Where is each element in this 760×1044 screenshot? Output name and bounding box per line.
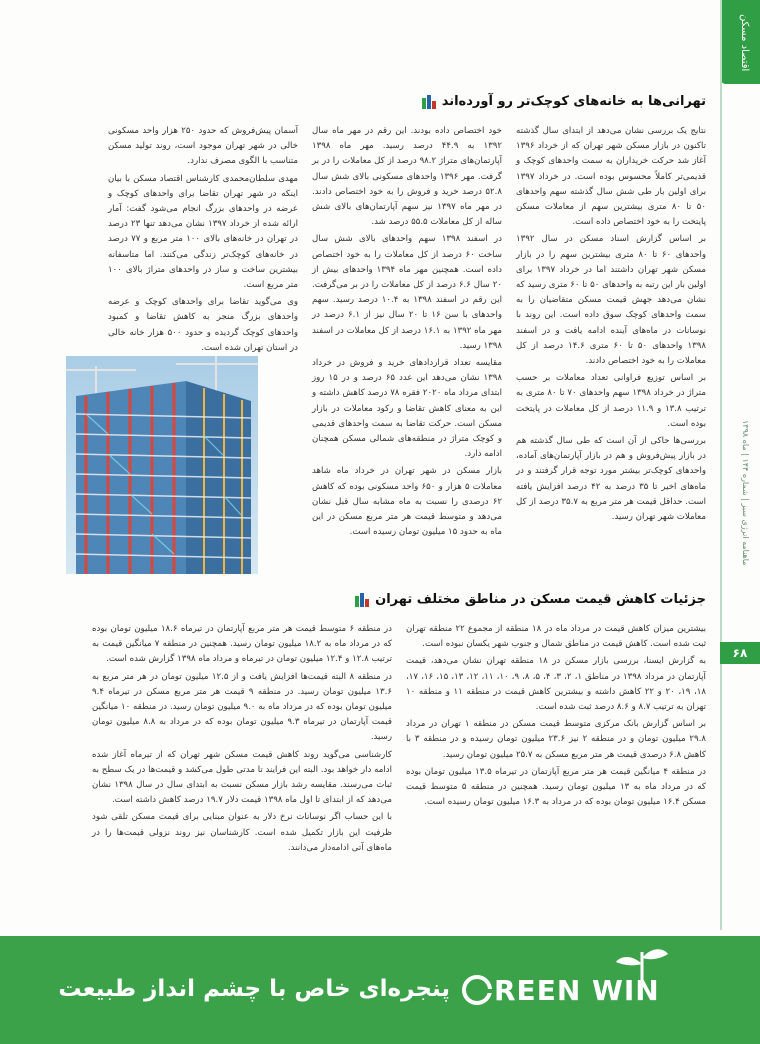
margin-rule	[720, 0, 722, 930]
bar-chart-icon	[422, 95, 436, 109]
article1-column-1	[516, 124, 706, 576]
margin-running-text: ماهنامه انرژی سبز | شماره ۱۴۴ | ماه ۱۳۹۸	[741, 420, 750, 566]
paragraph: بررسی‌ها حاکی از آن است که طی سال گذشته هم در بازار پیش‌فروش و هم در بازار آپارتمان‌های آماده، واحدهای کوچک‌تر بیشتر مورد توجه قرار گرفتند و در ماه‌های اخیر تا ۳۵ درصد به ۴۲ درصد افزایش یافته است. حداقل قیمت هر متر مربع به ۳۵.۷ درصد از کل معاملات شهر تهران رسید.	[516, 436, 707, 523]
brand-logo	[462, 970, 702, 1010]
article2-heading	[355, 592, 706, 607]
bar-chart-icon	[355, 593, 369, 607]
paragraph: به گزارش ایسنا، بررسی بازار مسکن در ۱۸ منطقه تهران نشان می‌دهد، قیمت آپارتمان در مرداد ۱۳۹۸ در مناطق ۱، ۲، ۳، ۴، ۵، ۸، ۹، ۱۰، ۱۱، ۱۲، ۱۳، ۱۵، ۱۶، ۱۷، ۱۸، ۱۹، ۲۰ و ۲۲ کاهش داشته و بیشترین کاهش قیمت در منطقه ۱۱ و منطقه ۱۰ تهران به ترتیب ۸.۷ و ۸.۶ درصد ثبت شده است.	[406, 656, 707, 713]
paragraph: بیشترین میزان کاهش قیمت در مرداد ماه در ۱۸ منطقه از مجموع ۲۲ منطقه تهران ثبت شده است. کاهش قیمت در مناطق شمال و جنوب شهر یکسان نبوده است.	[406, 624, 707, 650]
section-tab	[720, 0, 760, 84]
paragraph: بر اساس گزارش بانک مرکزی متوسط قیمت مسکن در منطقه ۱ تهران در مرداد ۲۹.۸ میلیون تومان و در منطقه ۲ نیز ۲۳.۶ میلیون تومان رسیده و در منطقه ۳ با کاهش ۶.۸ درصدی قیمت هر متر مربع مسکن به ۲۵.۷ میلیون تومان رسید.	[406, 719, 707, 760]
paragraph: بازار مسکن در شهر تهران در خرداد ماه شاهد معاملات ۵ هزار و ۶۵۰ واحد مسکونی بوده که کاهش ۶۲ درصدی را نسبت به ماه مشابه سال قبل نشان می‌دهد و متوسط قیمت هر متر مربع مسکن در این ماه به حدود ۱۵ میلیون تومان رسیده است.	[312, 466, 502, 538]
paragraph: کارشناسی می‌گوید روند کاهش قیمت مسکن شهر تهران که از تیرماه آغاز شده ادامه دار خواهد بود. البته این فرایند تا مدتی طول می‌کشد و قیمت‌ها در یک سطح به ثبات می‌رسند. مقایسه رشد بازار مسکن نسبت به ابتدای سال در سال ۱۳۹۸ نشان می‌دهد که از ابتدای تا اول ماه ۱۳۹۸ قیمت دلار ۱۹.۷ درصد کاهش داشته است.	[92, 749, 392, 806]
article1-column-2	[312, 124, 502, 576]
paragraph: در اسفند ۱۳۹۸ سهم واحدهای بالای شش سال ساخت ۶۰ درصد از کل معاملات را به خود اختصاص داده است. همچنین مهر ماه ۱۳۹۴ واحدهای بیش از ۲۰ سال ۶.۶ درصد از کل معاملات را در بر می‌گرفت. این رقم در اسفند ۱۳۹۸ به ۱۰.۴ درصد رسید. سهم واحدهای با سن ۱۶ تا ۲۰ سال نیز از ۶.۱ درصد در مهر ماه ۱۳۹۲ به ۱۶.۱ درصد از کل معاملات در اسفند ۱۳۹۸ رسید.	[312, 234, 503, 351]
paragraph: بر اساس توزیع فراوانی تعداد معاملات بر حسب متراژ در خرداد ۱۳۹۸ سهم واحدهای ۷۰ تا ۸۰ متری به ترتیب ۱۳.۸ و ۱۱.۹ درصد از کل معاملات در پایتخت بوده است.	[516, 373, 706, 429]
paragraph: خود اختصاص داده بودند. این رقم در مهر ماه سال ۱۳۹۲ به ۴۴.۹ درصد رسید. مهر ماه ۱۳۹۸ آپارتمان‌های متراژ ۹۸.۲ درصد از کل معاملات را در بر گرفت. مهر ۱۳۹۶ واحدهای مسکونی بالای شش سال ۵۲.۸ درصد خرید و فروش را به خود اختصاص دادند. در مهر ماه ۱۳۹۷ نیز سهم آپارتمان‌های بالای شش ساله از کل معاملات ۵۵.۵ درصد شد.	[312, 126, 503, 228]
paragraph: مهدی سلطان‌محمدی کارشناس اقتصاد مسکن با بیان اینکه در شهر تهران تقاضا برای واحدهای کوچک و عرضه در واحدهای بزرگ انجام می‌شود گفت: آمار ارائه شده از خرداد ۱۳۹۷ نشان می‌دهد تنها ۲۳ درصد در تهران در خانه‌های بالای ۱۰۰ متر مربع و ۷۷ درصد در خانه‌های کوچک‌تر زندگی می‌کنند. اما متاسفانه بیشترین ساخت و ساز در واحدهای متراژ بالای ۱۰۰ متر مربع است.	[108, 173, 298, 291]
paragraph: بر اساس گزارش اسناد مسکن در سال ۱۳۹۲ واحدهای ۶۰ تا ۸۰ متری بیشترین سهم را در بازار مسکن شهر تهران داشتند اما در خرداد ۱۳۹۷ برای اولین بار این رتبه به واحدهای ۵۰ تا ۶۰ متری رسید که نشان می‌دهد جهش قیمت مسکن متقاضیان را به سمت واحدهای کوچک سوق داده است. این روند با نوسانات در ماه‌های آینده ادامه یافت و در اسفند ۱۳۹۸ واحدهای ۵۰ تا ۶۰ متری ۱۴.۶ درصد از کل معاملات را به خود اختصاص دادند.	[516, 234, 706, 367]
construction-photo	[66, 356, 258, 574]
logo-g-icon	[462, 975, 492, 1005]
article2-column-1	[406, 622, 706, 922]
article1-heading	[422, 94, 706, 109]
article1-column-3	[108, 124, 298, 353]
paragraph: با این حساب اگر نوسانات نرخ دلار به عنوان مبنایی برای قیمت مسکن تلقی شود ظرفیت این بازار تکمیل شده است. کارشناسان نیز روند نزولی قیمت‌ها را در ماه‌های آتی ادامه‌دار می‌دانند.	[92, 812, 392, 853]
article1-title: تهرانی‌ها به خانه‌های کوچک‌تر رو آورده‌اند	[441, 94, 706, 109]
paragraph: در منطقه ۶ متوسط قیمت هر متر مربع آپارتمان در تیرماه ۱۸.۶ میلیون تومان بوده که در مرداد ماه به ۱۸.۲ میلیون تومان رسید. همچنین در منطقه ۷ میانگین قیمت به ترتیب ۱۲.۸ و ۱۲.۴ میلیون تومان در تیرماه و مرداد ماه ۱۳۹۸ گزارش شده است.	[92, 624, 393, 665]
paragraph: آسمان پیش‌فروش که حدود ۲۵۰ هزار واحد مسکونی خالی در شهر تهران موجود است، روند تولید مسکن متناسب با الگوی مصرف ندارد.	[108, 126, 298, 167]
section-tab-label: اقتصاد مسکن	[739, 14, 750, 72]
paragraph: در منطقه ۸ البته قیمت‌ها افزایش یافت و از ۱۲.۵ میلیون تومان در هر متر مربع به ۱۳.۶ میلیون تومان رسید. در منطقه ۹ قیمت هر متر مربع مسکن در تیرماه ۹.۴ میلیون تومان بوده که در مرداد ماه به ۹.۰ میلیون تومان رسید. در منطقه ۱۰ میانگین قیمت آپارتمان در تیرماه ۹.۳ میلیون تومان بوده که در مرداد به ۸.۸ میلیون تومان رسید.	[92, 671, 393, 743]
paragraph: وی می‌گوید تقاضا برای واحدهای کوچک و عرضه واحدهای بزرگ منجر به کاهش تقاضا و کمبود واحدهای کوچک گردیده و حدود ۵۰۰ هزار خانه خالی در استان تهران شده است.	[108, 297, 298, 353]
brand-name: REEN WIN	[494, 973, 660, 1007]
page-number: ۶۸	[720, 642, 760, 664]
paragraph: نتایج یک بررسی نشان می‌دهد از ابتدای سال گذشته تاکنون در بازار مسکن شهر تهران که از خرداد ۱۳۹۶ آغاز شد حرکت خریداران به سمت واحدهای کوچک و قدیمی‌تر کاملاً محسوس بوده است. در خرداد ۱۳۹۷ برای اولین بار طی شش سال گذشته سهم واحدهای ۵۰ تا ۸۰ متری بیشترین سهم از معاملات مسکن پایتخت را به خود اختصاص داده است.	[516, 126, 706, 228]
article2-title: جزئیات کاهش قیمت مسکن در مناطق مختلف تهران	[375, 592, 706, 607]
paragraph: مقایسه تعداد قراردادهای خرید و فروش در خرداد ۱۳۹۸ نشان می‌دهد این عدد ۶۵ درصد و در ۱۵ روز ابتدای مرداد ماه ۲۰۲۰ فقره ۷۸ درصد کاهش داشته و این به معنای کاهش تقاضا و رکود معاملات در بازار مسکن است. حرکت تقاضا به سمت واحدهای قدیمی و کوچک متراژ در منطقه‌های شمالی مسکن همچنان ادامه دارد.	[312, 358, 502, 460]
banner-slogan: پنجره‌ای خاص با چشم انداز طبیعت	[58, 976, 450, 1002]
paragraph: در منطقه ۴ میانگین قیمت هر متر مربع آپارتمان در تیرماه ۱۳.۵ میلیون تومان بوده که در مرداد ماه به ۱۳ میلیون تومان رسید. همچنین در منطقه ۵ متوسط قیمت مسکن ۱۶.۴ میلیون تومان بوده که در مرداد به ۱۶.۳ میلیون تومان رسیده است.	[406, 766, 706, 808]
article2-column-2	[92, 622, 392, 922]
